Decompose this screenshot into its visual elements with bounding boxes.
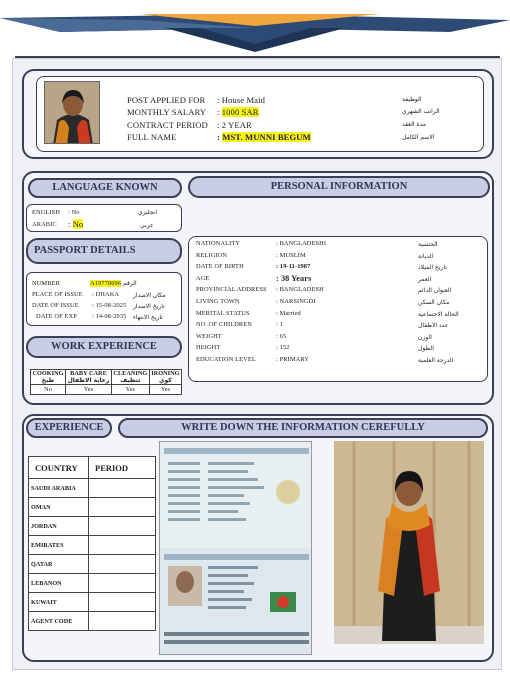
full-name-label: FULL NAME <box>127 132 177 142</box>
salary-row: MONTHLY SALARY : 1000 SAR <box>127 107 259 117</box>
contract-label: CONTRACT PERIOD <box>127 120 208 130</box>
full-name-ar: الاسم الكامل <box>402 134 435 141</box>
personal-row-value: : BANGLADESHI <box>276 240 327 247</box>
full-name-row: FULL NAME : MST. MUNNI BEGUM <box>127 132 311 142</box>
date-issue-value: : 15-08-2025 <box>92 302 127 309</box>
personal-row-ar: مكان السكن <box>418 299 450 306</box>
date-exp-ar: تاريخ الانتهاء <box>133 314 163 321</box>
personal-row-ar: عدد الاطفال <box>418 322 449 330</box>
personal-row-ar: تاريخ الميلاد <box>418 264 447 272</box>
personal-row-label: MERITAL STATUS <box>196 309 250 317</box>
country-name: JORDAN <box>29 517 89 536</box>
work-col-cleaning: CLEANING تنظيف <box>113 370 148 384</box>
date-issue-ar: تاريخ الاصدار <box>133 303 165 310</box>
country-name: OMAN <box>29 498 89 517</box>
contract-row <box>127 120 252 130</box>
salary-value: 1000 SAR <box>221 107 259 117</box>
arabic-row: ARABIC : No <box>32 219 84 229</box>
personal-row <box>196 273 312 283</box>
personal-row <box>196 298 316 305</box>
header-banner <box>0 0 510 60</box>
personal-row-value: : 1 <box>276 321 283 329</box>
personal-row-value: : 65 <box>276 332 287 340</box>
country-name: AGENT CODE <box>29 612 89 631</box>
personal-row-value: : Married <box>276 309 301 317</box>
personal-row-ar: الديانة <box>418 252 434 260</box>
full-body-photo <box>334 441 484 644</box>
passport-number-value: A19778696 <box>90 280 122 287</box>
country-header: COUNTRY <box>29 457 89 479</box>
work-value-babycare: Yes <box>66 385 112 395</box>
country-row <box>29 536 156 555</box>
place-issue-ar: مكان الاصدار <box>133 292 166 299</box>
personal-row-label: PROVINCIAL ADDRESS <box>196 286 267 294</box>
salary-label: MONTHLY SALARY <box>127 107 207 117</box>
place-issue-label: PLACE OF ISSUE <box>32 291 83 298</box>
contract-value: : 2 YEAR <box>217 120 252 130</box>
english-value: : No <box>68 209 80 216</box>
work-header-row <box>31 370 182 385</box>
contract-ar: مدة العقد <box>402 121 426 128</box>
personal-row-label: WEIGHT <box>196 332 222 340</box>
personal-row-label: NATIONALITY <box>196 240 241 247</box>
personal-row <box>196 356 310 363</box>
work-col-ironing: IRONING كوي <box>151 370 180 384</box>
country-row <box>29 555 156 574</box>
passport-scan <box>159 441 312 655</box>
full-name-value: MST. MUNNI BEGUM <box>222 132 311 142</box>
personal-row-ar: الوزن <box>418 333 432 341</box>
passport-number-row <box>32 280 122 287</box>
country-row <box>29 593 156 612</box>
post-value: : House Maid <box>217 95 265 105</box>
personal-row-ar: الحالة الاجتماعية <box>418 310 459 318</box>
work-value-cooking: No <box>31 385 66 395</box>
passport-title: PASSPORT DETAILS <box>26 238 182 264</box>
post-ar: الوظيفة <box>402 96 422 103</box>
personal-row-ar: الدرجة العلمية <box>418 357 454 364</box>
country-header-row <box>29 457 156 479</box>
english-ar: انجليزي <box>138 209 158 216</box>
country-row <box>29 498 156 517</box>
english-label: ENGLISH <box>32 209 61 216</box>
personal-row <box>196 240 327 247</box>
personal-row-label: DATE OF BIRTH <box>196 263 244 271</box>
personal-row <box>196 309 301 317</box>
personal-row <box>196 286 324 294</box>
personal-row-value: : NARSINGDI <box>276 298 316 305</box>
personal-row-label: EDUCATION LEVEL <box>196 356 256 363</box>
country-row <box>29 517 156 536</box>
country-table <box>28 456 156 631</box>
work-value-cleaning: Yes <box>111 385 149 395</box>
personal-row <box>196 332 287 340</box>
country-row <box>29 574 156 593</box>
work-value-row <box>31 385 182 395</box>
profile-photo <box>44 81 100 144</box>
personal-row-value: : MUSLIM <box>276 251 306 259</box>
personal-row-value: : PRIMARY <box>276 356 310 363</box>
personal-row-label: HEIGHT <box>196 344 221 352</box>
write-down-title: WRITE DOWN THE INFORMATION CEREFULLY <box>118 418 488 438</box>
date-exp-label: DATE OF EXP <box>36 313 77 320</box>
personal-row-value: : 152 <box>276 344 290 352</box>
country-name: LEBANON <box>29 574 89 593</box>
country-row <box>29 479 156 498</box>
personal-row-label: AGE <box>196 274 210 282</box>
experience-title: EXPERIENCE <box>26 418 112 438</box>
arabic-value: No <box>72 219 84 229</box>
personal-row-value: : 19-11-1987 <box>276 263 311 271</box>
personal-row-value: : BANGLADESH <box>276 286 324 294</box>
salary-ar: الراتب الشهري <box>402 108 440 115</box>
place-issue-row <box>32 291 120 298</box>
date-exp-value: : 14-08-2035 <box>92 313 127 320</box>
personal-row <box>196 321 283 329</box>
passport-number-label: NUMBER <box>32 280 60 287</box>
personal-row <box>196 344 290 352</box>
personal-row-ar: الجنسية <box>418 241 438 248</box>
country-row <box>29 612 156 631</box>
arabic-label: ARABIC <box>32 221 57 228</box>
english-row <box>32 209 80 216</box>
country-name: QATAR <box>29 555 89 574</box>
arabic-ar: عربي <box>140 222 154 229</box>
country-name: KUWAIT <box>29 593 89 612</box>
personal-row-ar: العمر <box>418 275 432 283</box>
personal-row-label: LIVING TOWN <box>196 298 240 305</box>
work-table <box>30 369 182 395</box>
personal-row-ar: العنوان الدائم <box>418 287 452 295</box>
work-value-ironing: Yes <box>149 385 181 395</box>
work-col-cooking: COOKING طبخ <box>32 370 64 384</box>
personal-row-label: NO .OF CHILDREN <box>196 321 252 329</box>
post-applied-row <box>127 95 265 105</box>
date-exp-row <box>36 313 127 320</box>
personal-row-ar: الطول <box>418 345 434 353</box>
personal-row <box>196 251 306 259</box>
date-issue-row <box>32 302 127 309</box>
place-issue-value: : DHAKA <box>92 291 120 298</box>
period-header: PERIOD <box>89 457 156 479</box>
country-name: EMIRATES <box>29 536 89 555</box>
date-issue-label: DATE OF ISSUE <box>32 302 79 309</box>
personal-title: PERSONAL INFORMATION <box>188 176 490 198</box>
personal-row-label: RELIGION <box>196 251 227 259</box>
language-title: LANGUAGE KNOWN <box>28 178 182 198</box>
country-name: SAUDI ARABIA <box>29 479 89 498</box>
work-col-babycare: BABY CARE رعاية الاطفال <box>66 370 112 385</box>
personal-row-value: : 38 Years <box>276 273 312 283</box>
work-title: WORK EXPERIENCE <box>26 336 182 358</box>
personal-row <box>196 263 311 271</box>
passport-number-ar: الرقم <box>123 280 137 287</box>
post-label: POST APPLIED FOR <box>127 95 206 105</box>
